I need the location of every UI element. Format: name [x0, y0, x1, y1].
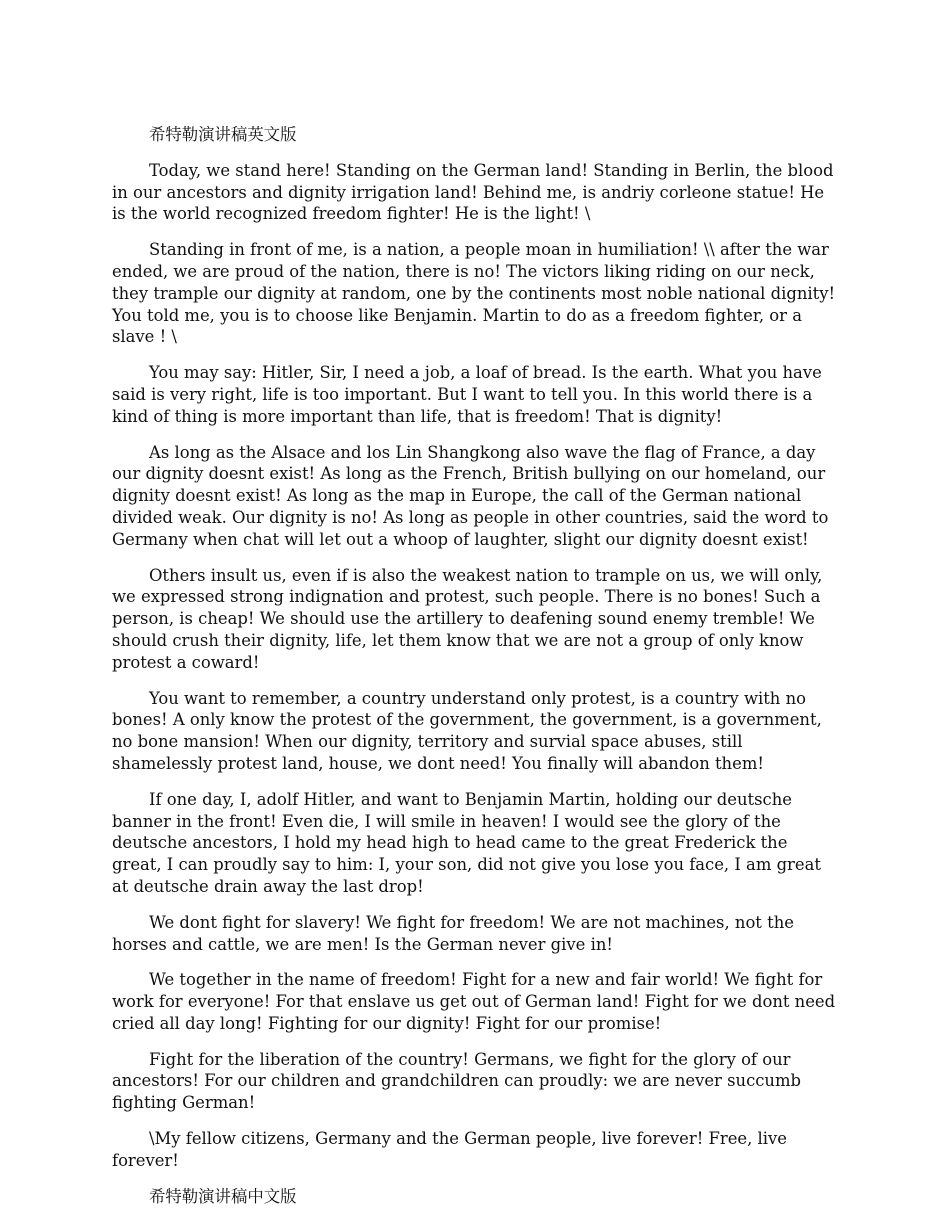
paragraph-11: \My fellow citizens, Germany and the German people, live forever! Free, live forever! — [112, 1129, 787, 1170]
paragraph-7: If one day, I, adolf Hitler, and want to Benjamin Martin, holding our deutsche banner in the front! Even die, I will smile in heaven! I would see the glory of the deutsche ancestors, I hold my head high to head came to the great Frederick the great, I can proudly say to him: I, your son, did not give you lose you face, I am great at deutsche drain away the last drop! — [112, 789, 821, 896]
paragraph-1: Today, we stand here! Standing on the German land! Standing in Berlin, the blood in our ancestors and dignity irrigation land! Behind me, is andriy corleone statue! He is the world recognized freedom fighter! He is the light! \ — [112, 160, 834, 224]
paragraph-4: As long as the Alsace and los Lin Shangkong also wave the flag of France, a day our dignity doesnt exist! As long as the French, British bullying on our homeland, our dignity doesnt exist! As long as the map in Europe, the call of the German national divided weak. Our dignity is no! As long as people in other countries, said the word to Germany when chat will let out a whoop of laughter, slight our dignity doesnt exist! — [112, 442, 829, 549]
paragraph-3: You may say: Hitler, Sir, I need a job, a loaf of bread. Is the earth. What you have said is very right, life is too important. But I want to tell you. In this world there is a kind of thing is more important than life, that is freedom! That is dignity! — [112, 363, 822, 426]
english-version-heading: 希特勒演讲稿英文版 — [149, 125, 297, 144]
document-body — [112, 124, 840, 1221]
chinese-version-heading: 希特勒演讲稿中文版 — [149, 1186, 297, 1206]
paragraph-9: We together in the name of freedom! Fight for a new and fair world! We fight for work for everyone! For that enslave us get out of German land! Fight for we dont need cried all day long! Fighting for our dignity! Fight for our promise! — [112, 970, 836, 1033]
paragraph-5: Others insult us, even if is also the weakest nation to trample on us, we will only, we expressed strong indignation and protest, such people. There is no bones! Such a person, is cheap! We should use the artillery to deafening sound enemy tremble! We should crush their dignity, life, let them know that we are not a group of only know protest a coward! — [112, 565, 823, 672]
paragraph-2: Standing in front of me, is a nation, a people moan in humiliation! \\ after the war ended, we are proud of the nation, there is no! The victors liking riding on our neck, they trample our dignity at random, one by the continents most noble national dignity! You told me, you is to choose like Benjamin. Martin to do as a freedom fighter, or a slave ! \ — [112, 240, 836, 347]
paragraph-6: You want to remember, a country understand only protest, is a country with no bones! A only know the protest of the government, the government, is a government, no bone mansion! When our dignity, territory and survial space abuses, still shamelessly protest land, house, we dont need! You finally will abandon them! — [112, 688, 822, 773]
paragraph-8: We dont fight for slavery! We fight for freedom! We are not machines, not the horses and cattle, we are men! Is the German never give in! — [112, 912, 794, 954]
paragraph-10: Fight for the liberation of the country! Germans, we fight for the glory of our ancestors! For our children and grandchildren can proudly: we are never succumb fighting German! — [112, 1049, 802, 1113]
